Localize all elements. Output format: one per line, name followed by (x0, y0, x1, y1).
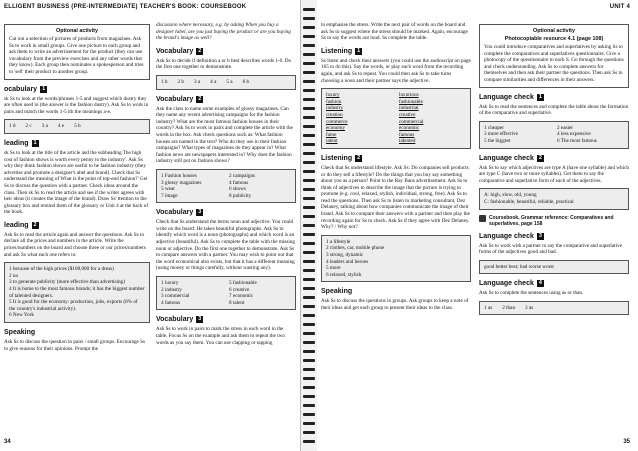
left-page (0, 0, 300, 451)
answer-box: 1 d 2 c 3 a 4 e 5 b (4, 119, 150, 134)
spiral-ring (303, 386, 315, 389)
spiral-ring (303, 161, 315, 164)
answer-box: 1 a lifestyle 2 clothes, car, mobile phone 3 strong, dynamic 4 leaders and heroes 5 more 6 relaxed, stylish (321, 235, 471, 283)
section-text: Ask Ss to discuss the questions in groups. Ask groups to keep a note of their ideas and get each group to present their ideas to the class. (321, 298, 469, 311)
answer-box: 1 Fashion houses 2 campaigns 3 glossy magazines 4 famous 5 wear 6 shows 7 image 8 publicity (156, 169, 296, 203)
section-heading: ocabulary 1 (4, 85, 46, 93)
answer-box: 1 b 2 b 3 a 4 a 5 a 6 b (156, 75, 296, 90)
spiral-ring (303, 62, 315, 65)
answer-box: good better best; bad worse worst (479, 260, 629, 275)
spiral-ring (303, 80, 315, 83)
section-heading: Vocabulary 2 (156, 95, 202, 103)
section-text: sk Ss to look at the title of the article and the subheading The high cost of fashion shows is worth every penny to the industry'. Ask Ss why they think fashion shows are useful to he fashion industry (they advertise and promote a designer's abel and brand). Check that Ss understand the meaning of What is the point of top-end fashion?' Get Ss to discuss the question with a partner. Check ideas around the class. Then sk Ss to read the article and see if the writer agrees with heir ideas (it creates the image of the brand). Draw Ss' ttention to the glossary box and remind them of the glossary or Unit 4 at the back of the book. (4, 149, 149, 216)
optional-activity-box (479, 24, 629, 88)
section-heading: Language check 3 (479, 232, 542, 240)
spiral-ring (303, 296, 315, 299)
section-text: Ask Ss to decide if definition a or b best describes words 1-6. Do the first one together to demonstrate. (156, 57, 292, 71)
spiral-ring (303, 359, 315, 362)
section-heading: Language check 2 (479, 154, 542, 162)
spiral-ring (303, 269, 315, 272)
spiral-ring (303, 197, 315, 200)
grammar-reference: Coursebook, Grammar reference: Comparatives and superlatives, page 158 (479, 215, 629, 227)
spiral-ring (303, 314, 315, 317)
spiral-ring (303, 170, 315, 173)
spiral-ring (303, 26, 315, 29)
spiral-ring (303, 17, 315, 20)
section-text: to emphasise the stress. Write the next pair of words on the board and ask Ss to suggest where the stress should be marked. Again, encourage Ss to say the words out loud. Ss complete the table. (321, 22, 468, 42)
running-header: UNIT 4 (609, 4, 630, 10)
section-heading: Speaking (321, 288, 353, 296)
spiral-ring (303, 341, 315, 344)
spiral-ring (303, 233, 315, 236)
section-heading: Language check 1 (479, 93, 542, 101)
book-icon (479, 215, 486, 222)
section-heading: Vocabulary 3 (156, 316, 202, 324)
section-text: Ask Ss to discuss the question in pairs / small groups. Encourage Ss to give reasons for their opinions. Prompt the (4, 339, 146, 352)
spiral-ring (303, 260, 315, 263)
section-text: Ask Ss to work with a partner to say the comparative and superlative forms of the adjectives good and bad. (479, 242, 622, 256)
spiral-ring (303, 404, 315, 407)
spiral-ring (303, 107, 315, 110)
box-text: You could introduce comparatives and superlatives by asking Ss to complete the comparatives and superlatives questionnaire. Give a photocopy of the questionnaire to each S. Go through the questions and check understanding. Ask Ss to complete answers for themselves and then ask their partner the questions. Then ask Ss to compare similarities and differences in their answers. (484, 44, 624, 83)
section-heading: Vocabulary 3 (156, 209, 202, 217)
section-heading: Speaking (4, 329, 36, 336)
box-title: Optional activity (56, 28, 98, 34)
spiral-ring (303, 206, 315, 209)
optional-activity-box (4, 24, 150, 80)
spiral-ring (303, 98, 315, 101)
spiral-ring (303, 440, 315, 443)
spiral-ring (303, 89, 315, 92)
spiral-ring (303, 395, 315, 398)
spiral-ring (303, 152, 315, 155)
spiral-ring (303, 278, 315, 281)
spiral-ring (303, 125, 315, 128)
spiral-ring (303, 350, 315, 353)
spiral-ring (303, 413, 315, 416)
right-column-2 (479, 22, 629, 320)
spiral-ring (303, 377, 315, 380)
spiral-ring (303, 287, 315, 290)
section-text: Check that Ss understand lifestyle. Ask Ss: Do companies sell products or do they sell a lifestyle? Do the things that you buy say something about you as a person? Point to the Ray Bans advertisement. Ask Ss to think of adjectives to describe the image that the picture is trying to promote (e.g. cool, relaxed, stylish, individual, strong, free). Ask Ss to read the questions. Then ask Ss to listen to marketing consultant, Dez Delaney, talking about how companies communicate the image of their brand. Ask Ss to compare their answers with a partner and then play the recording again for Ss to check. Ask Ss if they agree with Dez Delaney. Why? / Why not? (321, 164, 470, 231)
answer-box: A: high, slow, old, young C: fashionable, beautiful, reliable, practical (479, 188, 629, 209)
spiral-ring (303, 332, 315, 335)
section-heading: Language check 4 (479, 280, 542, 288)
spiral-ring (303, 116, 315, 119)
section-heading: Vocabulary 2 (156, 47, 202, 55)
answer-box: 1 as 2 than 3 as (479, 301, 629, 316)
section-heading: leading 1 (4, 139, 37, 147)
spiral-ring (303, 71, 315, 74)
spiral-ring (303, 53, 315, 56)
spiral-ring (303, 251, 315, 254)
section-text: Ask Ss to say which adjectives are type A (have one syllable) and which are type C (have two or more syllables). Get them to say the comparative and superlative form of each of the adjectives. (479, 164, 629, 184)
section-heading: Listening 1 (321, 47, 361, 55)
left-column-1 (4, 22, 150, 356)
right-page (317, 0, 638, 451)
section-heading: leading 2 (4, 221, 37, 229)
section-text: Ss listen and check their answers (you could use the audioscript on page 165 to do this). Say the words, or play each word from the recording again, and ask Ss to repeat. You could then ask Ss to take turns choosing a noun and their partner says the adjective. (321, 57, 471, 84)
answer-box: 1 luxury 5 fashionable 2 industry 6 creative 3 commercial 7 economic 4 famous 8 talent (156, 276, 296, 310)
spiral-ring (303, 188, 315, 191)
section-text: Ask Ss to work in pairs to mark the stress in each word in the table. Focus Ss on the example and ask them to repeat the two words as you say them. You can use clapping or tapping (156, 326, 285, 346)
spiral-ring (303, 8, 315, 11)
spiral-ring (303, 179, 315, 182)
spiral-ring (303, 305, 315, 308)
right-column-1 (321, 22, 471, 316)
spiral-ring (303, 143, 315, 146)
page-number: 34 (4, 439, 11, 445)
section-text: Ask Ss to read the article again and answer the questions. Ask Ss to declare all the prices and numbers in the article. Write the prices/numbers on the board and choose three or our prices/numbers and ask Ss what each one refers to. (4, 231, 146, 258)
box-title: Optional activity (533, 28, 575, 34)
spiral-ring (303, 35, 315, 38)
section-text: Ask the class to name some examples of glossy magazines. Can they name any recent advertising campaigns for the fashion industry? What are the most famous fashion houses in their country? Ask Ss to work in pairs and complete the article with the words in the box. Ask check questions such as: What fashion houses are named in the text? Who do they use in their fashion campaigns? What types of magazines do they appear in? What fashion news are newspapers interested in? Why does the fashion industry still put on fashion shows? (156, 105, 293, 165)
running-header: ELLIGENT BUSINESS (PRE-INTERMEDIATE) TEACHER'S BOOK: COURSEBOOK (4, 4, 247, 10)
section-text: discussion where necessary, e.g. by asking When you buy a designer label, are you just buying the product or are you buying the brand's image as well? (156, 22, 291, 42)
answer-box: 1 cheaper 2 easier 3 more effective 4 less expensive 5 the biggest 6 The most famous (479, 121, 629, 149)
section-text: Ask Ss to read the sentences and complete the table about the formation of the comparative and superlative. (479, 103, 629, 117)
spiral-ring (303, 323, 315, 326)
section-text: Check that Ss understand the terms noun and adjective. You could write on the board: He takes beautiful photographs. Ask Ss to identify which word is a noun (photographs) and which word is an adjective (beautiful). Ask Ss to complete the table with the missing noun or adjective. Do the first one together to demonstrate. Ask Ss to compare answers with a partner. You may wish to point out that the word economical also exists, but that it has a different meaning (using money or things carefully, without wasting any). (156, 219, 296, 272)
spiral-ring (303, 215, 315, 218)
section-text: Ask Ss to complete the sentences using as or than. (479, 290, 584, 297)
box-text: Cut out a selection of pictures of products from magazines. Ask Ss to work in small groups. Give one picture to each group and ask them to write an advertisement for the product (they can use vocabulary from the preview exercises and any other words that they know). Each group then nominates a spokesperson and tries to 'sell' their product to another group. (9, 36, 144, 75)
answer-box: luxury luxurious fashion fashionable industry industrial creation creative commerce commercial economy economic fame famous talent talented (321, 88, 471, 149)
section-heading: Listening 2 (321, 154, 361, 162)
spiral-ring (303, 368, 315, 371)
page-number: 35 (623, 439, 630, 445)
spiral-ring (303, 134, 315, 137)
left-column-2 (156, 22, 296, 350)
section-text: sk Ss to look at the words/phrases 1-5 and suggest which dustry they are often used in (the answer is the fashion dustry). Ask Ss to work in pairs and match the words 1-5 ith the meanings a-e. (4, 95, 149, 115)
box-subtitle: Photocopiable resource 4.1 (page 108) (504, 36, 604, 42)
answer-box: 1 because of the high prices ($100,000 for a dress) 2 no 3 to generate publicity (more effective than advertising) 4 It is home to the most famous brands; it has the biggest number of talented designers. 5 It is good for the economy: production, jobs, exports (8% of the country's industrial activity). 6 New York (4, 262, 150, 323)
spiral-ring (303, 242, 315, 245)
spiral-ring (303, 422, 315, 425)
spiral-ring (303, 224, 315, 227)
spiral-ring (303, 431, 315, 434)
spiral-ring (303, 44, 315, 47)
